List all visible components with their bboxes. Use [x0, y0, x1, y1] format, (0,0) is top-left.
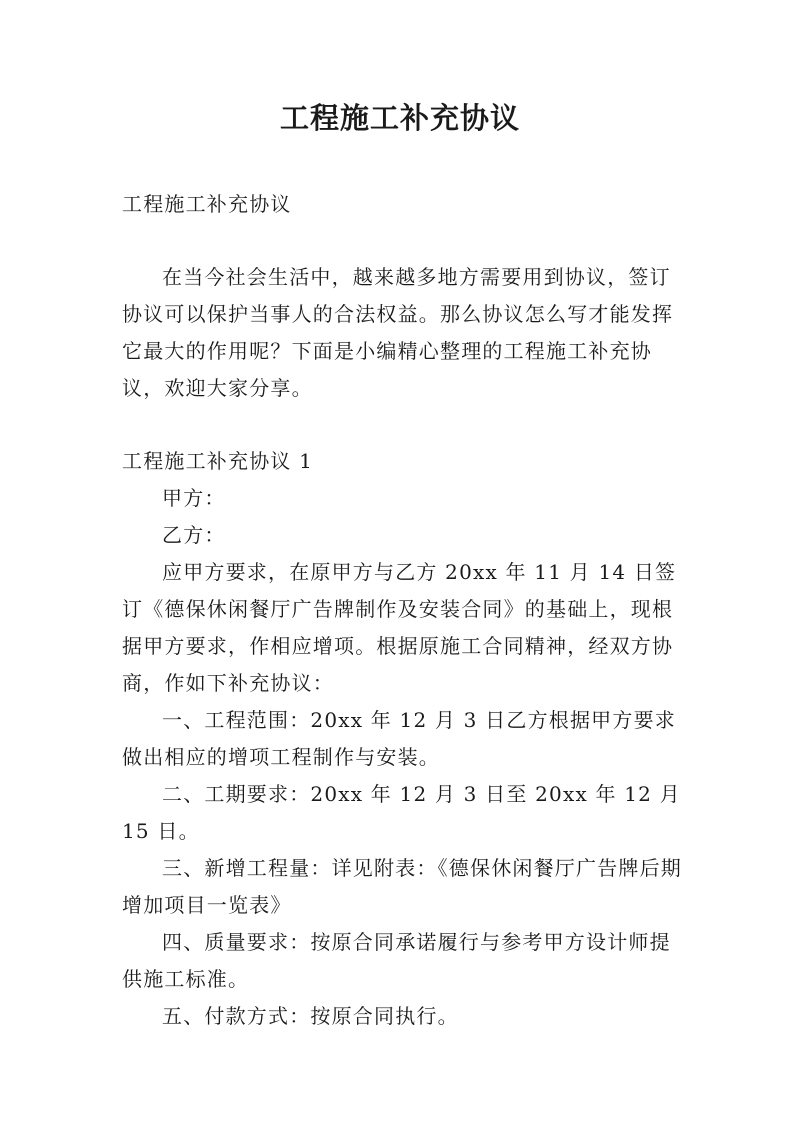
clause-paragraph: 五、付款方式：按原合同执行。 [162, 1004, 459, 1028]
clause-paragraph: 应甲方要求，在原甲方与乙方 20xx 年 11 月 14 日签订《德保休闲餐厅广告牌制作及安装合同》的基础上，现根据甲方要求，作相应增项。根据原施工合同精神，经双方协商，作如下补充协议： [122, 560, 677, 695]
section-heading: 工程施工补充协议 1 [122, 449, 314, 473]
party-b-line: 乙方： [162, 523, 226, 547]
clause-paragraph: 四、质量要求：按原合同承诺履行与参考甲方设计师提供施工标准。 [122, 930, 671, 991]
document-subtitle: 工程施工补充协议 [122, 192, 292, 216]
clause-paragraph: 三、新增工程量：详见附表：《德保休闲餐厅广告牌后期增加项目一览表》 [122, 856, 682, 917]
intro-paragraph: 在当今社会生活中，越来越多地方需要用到协议，签订协议可以保护当事人的合法权益。那么协议怎么写才能发挥它最大的作用呢？下面是小编精心整理的工程施工补充协议，欢迎大家分享。 [122, 265, 674, 400]
paragraph-gap [122, 223, 682, 259]
document-body [122, 186, 682, 1035]
document-title: 工程施工补充协议 [279, 101, 520, 135]
clause-paragraph: 二、工期要求：20xx 年 12 月 3 日至 20xx 年 12 月 15 日。 [122, 782, 681, 843]
paragraph-gap [122, 407, 682, 443]
party-a-line: 甲方： [162, 486, 226, 510]
clause-paragraph: 一、工程范围：20xx 年 12 月 3 日乙方根据甲方要求做出相应的增项工程制作与安装。 [122, 708, 676, 769]
